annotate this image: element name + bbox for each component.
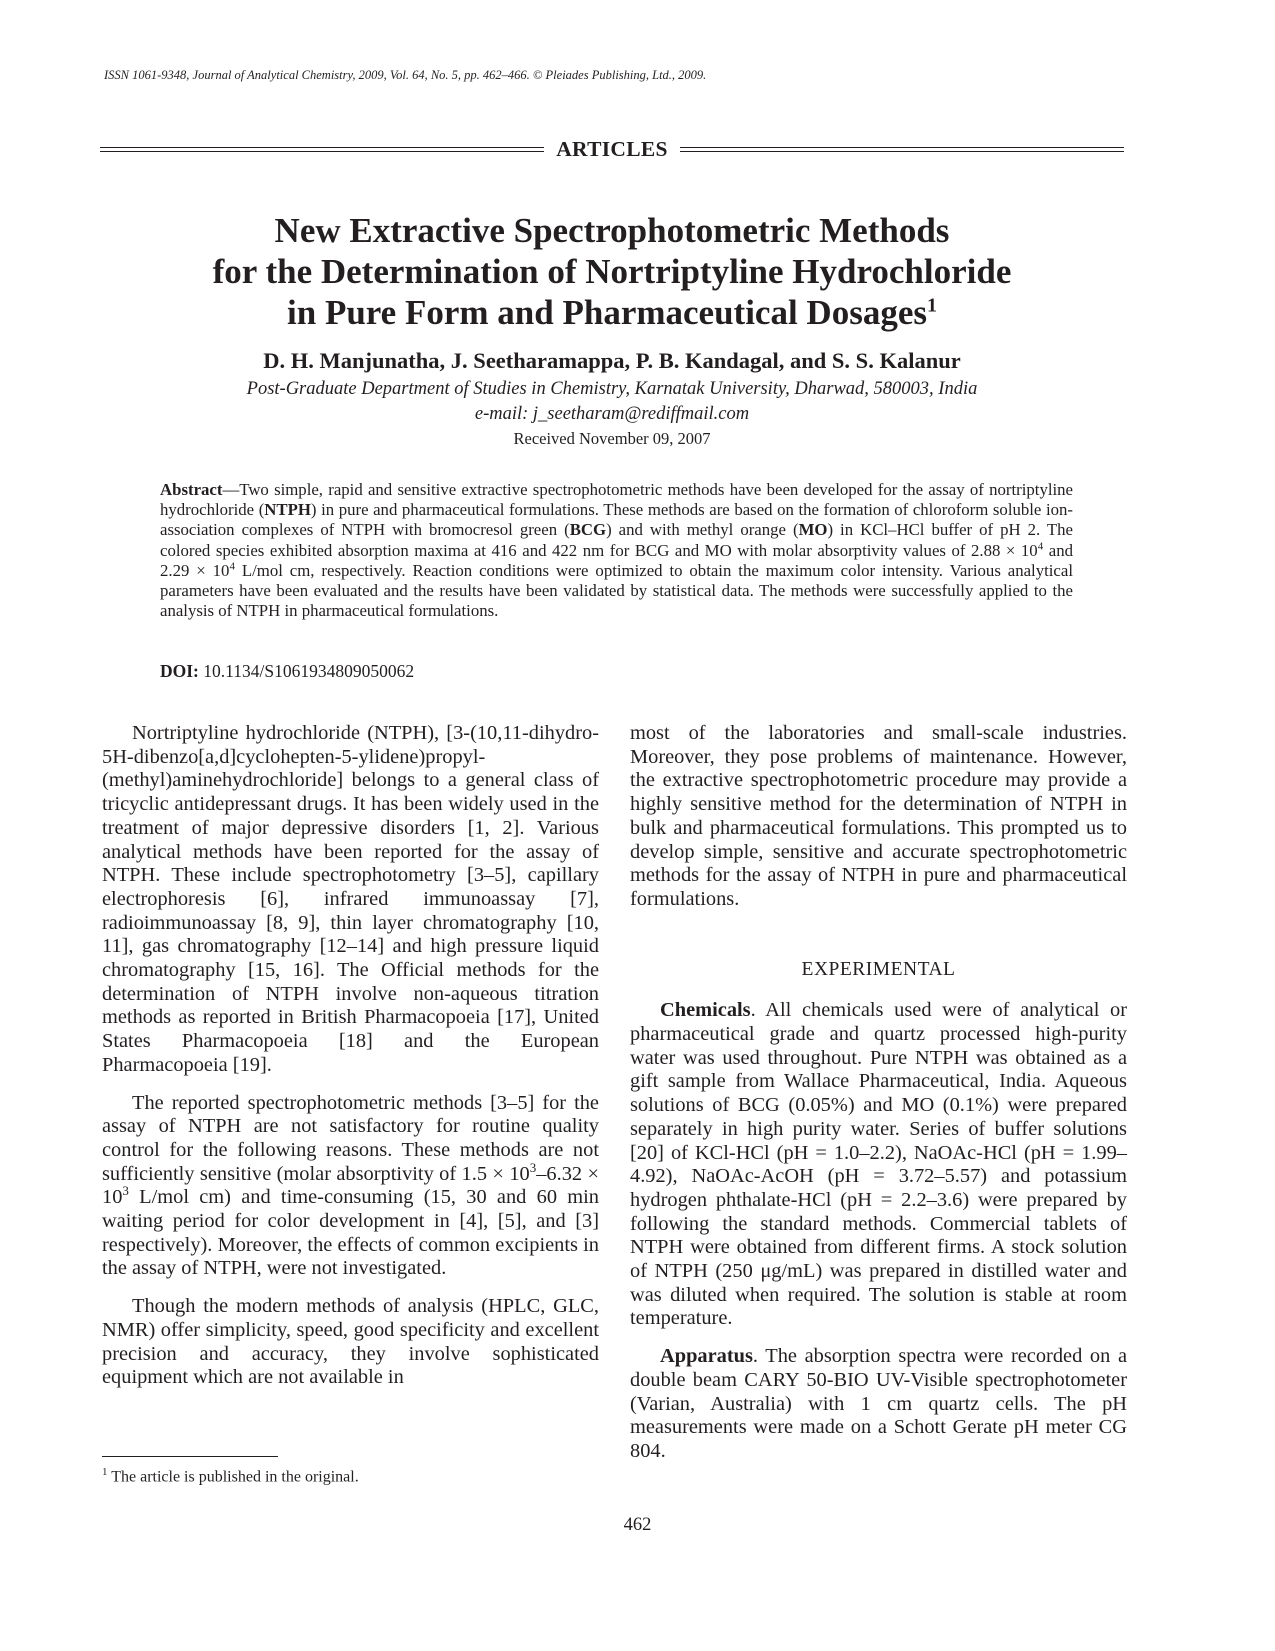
- received-date: Received November 09, 2007: [513, 429, 711, 448]
- intro-paragraph-2-text-a: The reported spectrophotometric methods [3–5] for the assay of NTPH are not satisfactory for routine quality control for the following reasons. These methods are not sufficiently sensitive (molar absorptivity of 1.5 × 10: [102, 1091, 599, 1185]
- footnote: [102, 1466, 359, 1486]
- abstract-text-2: ) in pure and pharmaceutical formulations. These methods are based on the formation of chloroform soluble ion-association complexes of NTPH with bromocresol green (: [160, 500, 1073, 540]
- abstract-abbr-ntph: NTPH: [264, 500, 311, 520]
- affiliation: Post-Graduate Department of Studies in Chemistry, Karnatak University, Dharwad, 580003, India: [246, 379, 978, 399]
- abstract-label: Abstract: [160, 480, 223, 499]
- banner-rule-right: [680, 147, 1124, 152]
- abstract-text-3: ) and with methyl orange (: [606, 520, 799, 540]
- title-line-3-text: in Pure Form and Pharmaceutical Dosages: [287, 293, 927, 332]
- doi-line: [160, 661, 414, 682]
- abstract-text-4: ) in KCl–HCl buffer of pH 2. The colored species exhibited absorption maxima at 416 and 422 nm for BCG and MO with molar absorptivity values of 2.88 × 10: [160, 520, 1073, 560]
- footnote-mark: 1: [102, 1466, 108, 1478]
- apparatus-runin-heading: Apparatus: [660, 1345, 753, 1368]
- intro-exponent-2: 3: [122, 1183, 129, 1199]
- footnote-text: The article is published in the original.: [107, 1468, 359, 1486]
- page-number: 462: [623, 1515, 652, 1535]
- abstract-abbr-mo: MO: [798, 520, 828, 540]
- experimental-heading: EXPERIMENTAL: [801, 958, 956, 980]
- abstract-text-6: L/mol cm, respectively. Reaction conditions were optimized to obtain the maximum color intensity. Various analytical parameters have been evaluated and the results have been validated by statistical data. The methods were successfully applied to the analysis of NTPH in pharmaceutical formulations.: [160, 560, 1073, 621]
- footnote-rule: [102, 1456, 278, 1457]
- chemicals-text: . All chemicals used were of analytical or pharmaceutical grade and quartz processed high-purity water was used throughout. Pure NTPH was obtained as a gift sample from Wallace Pharmaceutical, India. Aqueous solutions of BCG (0.05%) and MO (0.1%) were prepared separately in high purity water. Series of buffer solutions [20] of KCl-HCl (pH = 1.0–2.2), NaOAc-HCl (pH = 1.99–4.92), NaOAc-AcOH (pH = 3.72–5.57) and potassium hydrogen phthalate-HCl (pH = 2.2–3.6) were prepared by following the standard methods. Commercial tablets of NTPH were obtained from different firms. A stock solution of NTPH (250 μg/mL) was prepared in distilled water and was diluted when required. The solution is stable at room temperature.: [630, 999, 1127, 1330]
- doi-value[interactable]: 10.1134/S1061934809050062: [203, 661, 415, 681]
- abstract: [160, 480, 1073, 621]
- chemicals-paragraph: [630, 999, 1127, 1331]
- intro-paragraph-3: Though the modern methods of analysis (HPLC, GLC, NMR) offer simplicity, speed, good specificity and excellent precision and accuracy, they involve sophisticated equipment which are not available in: [102, 1295, 599, 1389]
- intro-paragraph-continued: most of the laboratories and small-scale industries. Moreover, they pose problems of maintenance. However, the extractive spectrophotometric procedure may provide a highly sensitive method for the determination of NTPH in bulk and pharmaceutical formulations. This prompted us to develop simple, sensitive and accurate spectrophotometric methods for the assay of NTPH in pure and pharmaceutical formulations.: [630, 722, 1127, 910]
- abstract-text-1: —Two simple, rapid and sensitive extractive spectrophotometric methods have been developed for the assay of nortriptyline hydrochloride (: [160, 480, 1073, 520]
- title-line-2: for the Determination of Nortriptyline Hydrochloride: [212, 252, 1012, 291]
- contact-email[interactable]: e-mail: j_seetharam@rediffmail.com: [474, 404, 750, 424]
- apparatus-paragraph: [630, 1345, 1127, 1464]
- body-column-left: [102, 722, 599, 1404]
- intro-paragraph-2-text-b: –6.32 × 10: [102, 1162, 599, 1209]
- title-footnote-mark[interactable]: 1: [926, 294, 937, 317]
- abstract-exponent-1: 4: [1037, 540, 1044, 553]
- intro-exponent-1: 3: [529, 1159, 537, 1175]
- intro-paragraph-1: Nortriptyline hydrochloride (NTPH), [3-(10,11-dihydro-5H-dibenzo[a,d]cyclohepten-5-ylidene)propyl-(methyl)aminehydrochloride] belongs to a general class of tricyclic antidepressant drugs. It has been widely used in the treatment of major depressive disorders [1, 2]. Various analytical methods have been reported for the assay of NTPH. These include spectrophotometry [3–5], capillary electrophoresis [6], infrared immunoassay [7], radioimmunoassay [8, 9], thin layer chromatography [10, 11], gas chromatography [12–14] and high pressure liquid chromatography [15, 16]. The Official methods for the determination of NTPH involve non-aqueous titration methods as reported in British Pharmacopoeia [17], United States Pharmacopoeia [18] and the European Pharmacopoeia [19].: [102, 722, 599, 1076]
- abstract-abbr-bcg: BCG: [569, 520, 607, 540]
- author-list: D. H. Manjunatha, J. Seetharamappa, P. B. Kandagal, and S. S. Kalanur: [263, 348, 961, 373]
- journal-citation-header: ISSN 1061-9348, Journal of Analytical Chemistry, 2009, Vol. 64, No. 5, pp. 462–466. © Pleiades Publishing, Ltd., 2009.: [104, 68, 707, 82]
- section-banner: [100, 132, 1124, 166]
- abstract-text-5: and 2.29 × 10: [160, 540, 1073, 580]
- body-column-right: [630, 722, 1127, 1478]
- article-title: [100, 210, 1124, 333]
- intro-paragraph-2: [102, 1092, 599, 1282]
- title-line-1: New Extractive Spectrophotometric Methods: [274, 211, 950, 250]
- doi-label: DOI:: [160, 661, 199, 681]
- abstract-exponent-2: 4: [229, 560, 235, 573]
- chemicals-runin-heading: Chemicals: [660, 999, 751, 1022]
- title-line-3: [100, 292, 1124, 333]
- intro-paragraph-2-text-c: L/mol cm) and time-consuming (15, 30 and 60 min waiting period for color development in [4], [5], and [3] respectively). Moreover, the effects of common excipients in the assay of NTPH, were not investigated.: [102, 1186, 599, 1280]
- apparatus-text: . The absorption spectra were recorded on a double beam CARY 50-BIO UV-Visible spectrophotometer (Varian, Australia) with 1 cm quartz cells. The pH measurements were made on a Schott Gerate pH meter CG 804.: [630, 1345, 1127, 1462]
- banner-rule-left: [100, 147, 544, 152]
- section-label: ARTICLES: [556, 136, 668, 161]
